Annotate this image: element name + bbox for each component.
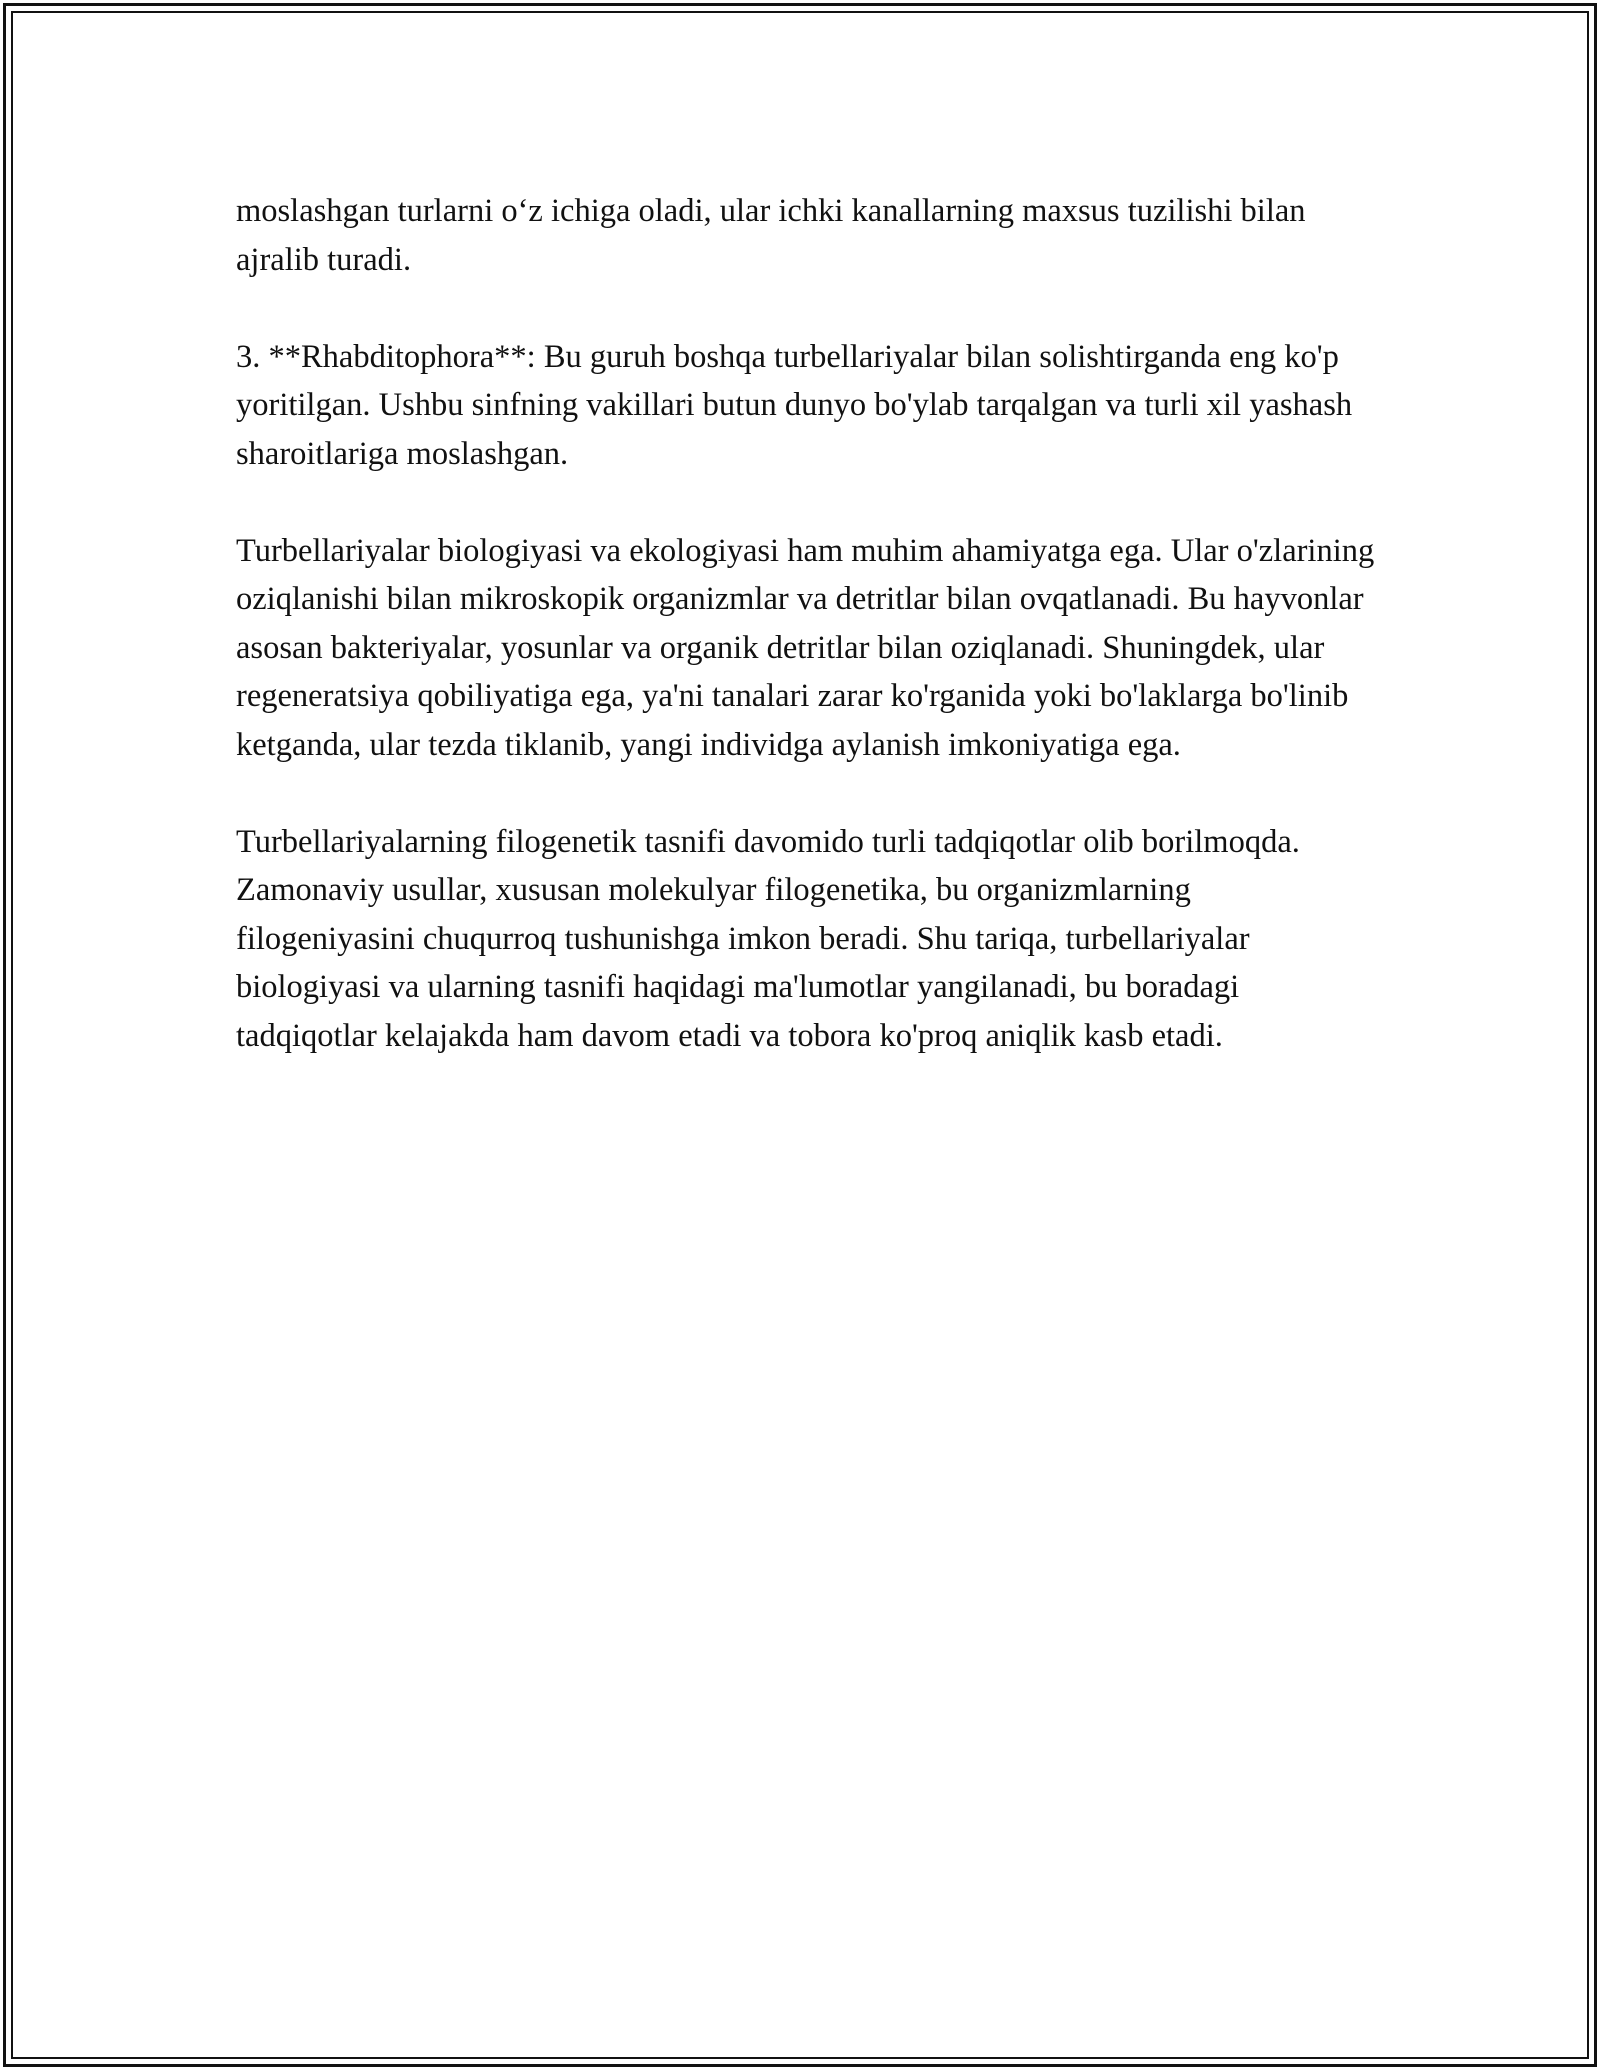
paragraph-rhabditophora: 3. **Rhabditophora**: Bu guruh boshqa turbellariyalar bilan solishtirganda eng ko'p yoritilgan. Ushbu sinfning vakillari butun dunyo bo'ylab tarqalgan va turli xil yashash sharoitlariga moslashgan. [236, 338, 1353, 472]
document-body [236, 187, 1376, 1060]
paragraph-phylogenetic-classification: Turbellariyalarning filogenetik tasnifi davomido turli tadqiqotlar olib borilmoqda. Zamonaviy usullar, xususan molekulyar filogenetika, bu organizmlarning filogeniyasini chuqurroq tushunishga imkon beradi. Shu tariqa, turbellariyalar biologiyasi va ularning tasnifi haqidagi ma'lumotlar yangilanadi, bu boradagi tadqiqotlar kelajakda ham davom etadi va tobora ko'proq aniqlik kasb etadi. [236, 823, 1300, 1054]
paragraph-continuation: moslashgan turlarni o‘z ichiga oladi, ular ichki kanallarning maxsus tuzilishi bilan ajralib turadi. [236, 193, 1306, 278]
paragraph-biology-ecology: Turbellariyalar biologiyasi va ekologiyasi ham muhim ahamiyatga ega. Ular o'zlarining oziqlanishi bilan mikroskopik organizmlar va detritlar bilan ovqatlanadi. Bu hayvonlar asosan bakteriyalar, yosunlar va organik detritlar bilan oziqlanadi. Shuningdek, ular regeneratsiya qobiliyatiga ega, ya'ni tanalari zarar ko'rganida yoki bo'laklarga bo'linib ketganda, ular tezda tiklanib, yangi individga aylanish imkoniyatiga ega. [236, 532, 1375, 763]
